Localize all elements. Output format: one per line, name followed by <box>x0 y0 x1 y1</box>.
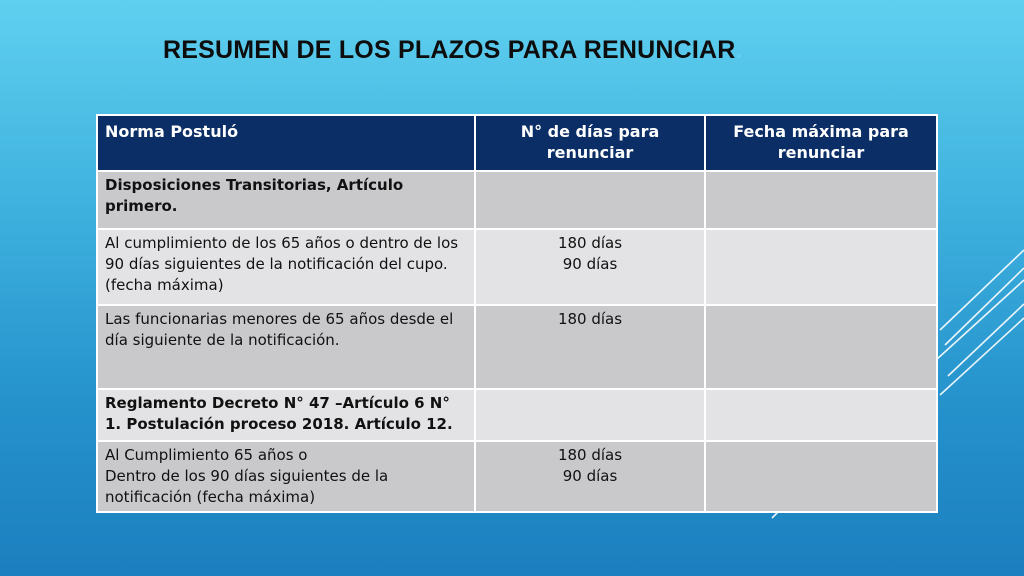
cell-norma: Reglamento Decreto N° 47 –Artículo 6 N° 1. Postulación proceso 2018. Artículo 12. <box>97 389 475 441</box>
header-fecha: Fecha máxima para renunciar <box>705 115 937 171</box>
header-dias: N° de días para renunciar <box>475 115 705 171</box>
table-row <box>97 305 937 389</box>
header-norma: Norma Postuló <box>97 115 475 171</box>
cell-fecha <box>705 171 937 229</box>
slide-title-text: RESUMEN DE LOS PLAZOS PARA RENUNCIAR <box>163 36 736 64</box>
dias-line: 90 días <box>562 467 618 485</box>
cell-norma: Al cumplimiento de los 65 años o dentro de los 90 días siguientes de la notificación del cupo. (fecha máxima) <box>97 229 475 305</box>
cell-dias <box>475 441 705 512</box>
dias-line: 180 días <box>557 446 623 464</box>
cell-fecha <box>705 389 937 441</box>
table-header-row <box>97 115 937 171</box>
table-row <box>97 171 937 229</box>
slide-title-dot: . <box>735 36 743 64</box>
cell-dias <box>475 305 705 389</box>
cell-fecha <box>705 229 937 305</box>
cell-dias <box>475 389 705 441</box>
cell-norma <box>97 441 475 512</box>
norma-line: Dentro de los 90 días siguientes de la notificación (fecha máxima) <box>105 467 389 506</box>
cell-dias <box>475 229 705 305</box>
dias-line: 180 días <box>557 310 623 328</box>
table-row <box>97 441 937 512</box>
dias-line: 90 días <box>562 255 618 273</box>
cell-fecha <box>705 441 937 512</box>
cell-norma: Las funcionarias menores de 65 años desde el día siguiente de la notificación. <box>97 305 475 389</box>
slide-title <box>163 36 743 65</box>
table-row <box>97 229 937 305</box>
cell-norma: Disposiciones Transitorias, Artículo primero. <box>97 171 475 229</box>
dias-line: 180 días <box>557 234 623 252</box>
cell-fecha <box>705 305 937 389</box>
deadlines-table <box>96 114 938 513</box>
cell-dias <box>475 171 705 229</box>
norma-line: Al Cumplimiento 65 años o <box>105 446 308 464</box>
table-row <box>97 389 937 441</box>
